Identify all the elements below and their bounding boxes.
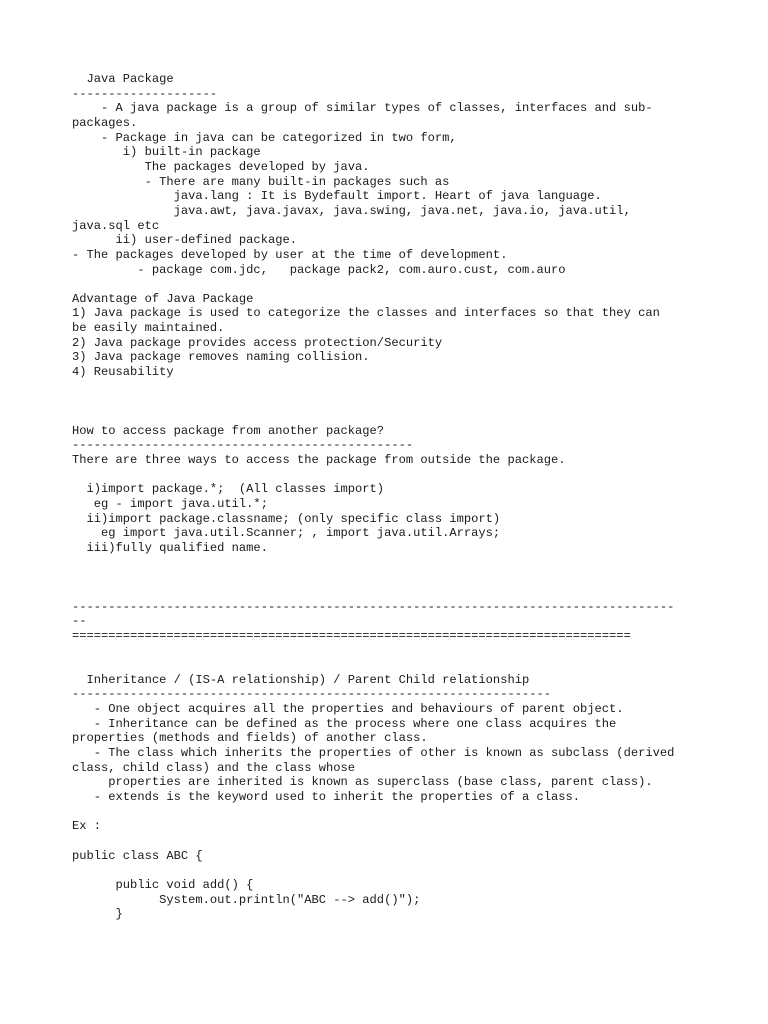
blank-line — [72, 863, 712, 878]
text-line: ----------------------------------------------------------------------------------- — [72, 599, 675, 614]
text-line: } — [72, 907, 123, 922]
text-line: i)import package.*; (All classes import) — [72, 482, 385, 497]
document-page — [72, 72, 712, 922]
text-line: java.sql etc — [72, 218, 160, 233]
text-line: - A java package is a group of similar types of classes, interfaces and sub- — [72, 101, 653, 116]
text-line: class, child class) and the class whose — [72, 760, 356, 775]
text-line: There are three ways to access the package from outside the package. — [72, 453, 566, 467]
text-line: packages. — [72, 115, 138, 130]
text-line: - Inheritance can be defined as the process where one class acquires the — [72, 716, 617, 731]
text-line: ii) user-defined package. — [72, 233, 297, 248]
text-line: - package com.jdc, package pack2, com.auro.cust, com.auro — [72, 262, 566, 277]
text-line: i) built-in package — [72, 145, 261, 160]
text-line: How to access package from another package? — [72, 423, 385, 438]
text-line: properties (methods and fields) of another class. — [72, 731, 428, 746]
text-line: -- — [72, 614, 87, 629]
text-line: eg import java.util.Scanner; , import java.util.Arrays; — [72, 526, 501, 541]
text-line: 2) Java package provides access protection/Security — [72, 335, 443, 350]
blank-line — [72, 394, 712, 409]
text-line: Ex : — [72, 819, 102, 834]
blank-line — [72, 585, 712, 600]
blank-line — [72, 409, 712, 424]
text-line: java.lang : It is Bydefault import. Heart of java language. — [72, 189, 602, 204]
text-line: public void add() { — [72, 877, 254, 892]
blank-line — [72, 380, 712, 395]
text-line: iii)fully qualified name. — [72, 540, 268, 555]
text-line: 3) Java package removes naming collision. — [72, 350, 370, 365]
text-line: properties are inherited is known as superclass (base class, parent class). — [72, 775, 653, 790]
text-line: eg - import java.util.*; — [72, 496, 268, 511]
blank-line — [72, 805, 712, 820]
blank-line — [72, 570, 712, 585]
blank-line — [72, 658, 712, 673]
text-line: 4) Reusability — [72, 365, 174, 380]
text-line: ============================================================================= — [72, 628, 631, 643]
text-line: ii)import package.classname; (only specific class import) — [72, 511, 501, 526]
text-line: ------------------------------------------------------------------ — [72, 687, 551, 702]
text-line: public class ABC { — [72, 848, 203, 863]
text-line: - Package in java can be categorized in two form, — [72, 130, 457, 145]
text-line: Java Package — [72, 72, 174, 86]
text-line: - The packages developed by user at the time of development. — [72, 247, 508, 262]
text-line: ----------------------------------------------- — [72, 438, 414, 453]
text-line: - There are many built-in packages such as — [72, 174, 450, 189]
blank-line — [72, 643, 712, 658]
text-line: - One object acquires all the properties and behaviours of parent object. — [72, 702, 624, 717]
blank-line — [72, 556, 712, 571]
text-line: -------------------- — [72, 86, 218, 101]
blank-line — [72, 468, 712, 483]
text-line: 1) Java package is used to categorize the classes and interfaces so that they can — [72, 306, 660, 321]
text-line: be easily maintained. — [72, 321, 225, 336]
blank-line — [72, 277, 712, 292]
text-line: Advantage of Java Package — [72, 291, 254, 306]
blank-line — [72, 834, 712, 849]
text-line: - The class which inherits the properties of other is known as subclass (derived — [72, 746, 675, 761]
text-line: The packages developed by java. — [72, 159, 370, 174]
text-line: Inheritance / (IS-A relationship) / Parent Child relationship — [72, 672, 530, 687]
text-line: System.out.println("ABC --> add()"); — [72, 892, 421, 907]
text-line: - extends is the keyword used to inherit the properties of a class. — [72, 790, 581, 804]
text-line: java.awt, java.javax, java.swing, java.net, java.io, java.util, — [72, 203, 631, 218]
